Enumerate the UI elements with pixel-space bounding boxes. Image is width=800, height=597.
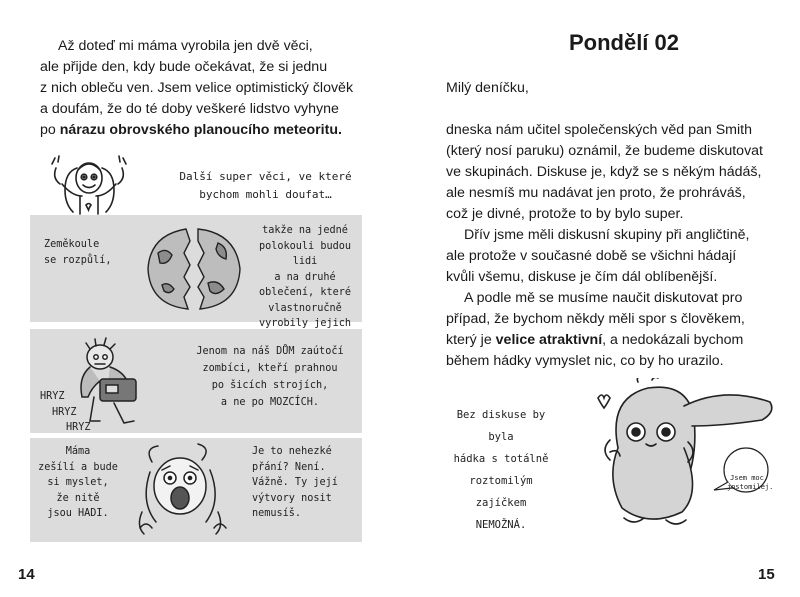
intro-line: Až doteď mi máma vyrobila jen dvě věci, (58, 38, 313, 54)
intro-line: a doufám, že do té doby veškeré lidstvo vyhyne (40, 101, 339, 117)
bunny-illustration (578, 378, 788, 548)
intro-line-last: po nárazu obrovského planoucího meteoritu. (40, 122, 342, 138)
para1-line: což je divné, protože to by bylo super. (446, 206, 684, 222)
para2-line: kvůli všemu, diskuse je čím dál oblíbenější. (446, 269, 718, 285)
para3-line: případ, že bychom někdy měli spor s člověkem, (446, 311, 745, 327)
subheading: Další super věci, ve které bychom mohli doufat… (179, 170, 352, 201)
girl-illustration (42, 150, 137, 220)
right-page (400, 0, 800, 597)
meteorite-phrase: nárazu obrovského planoucího meteoritu. (59, 122, 342, 138)
attractive-phrase: velice atraktivní (495, 332, 603, 348)
comic-panel-mom (30, 438, 362, 542)
comic-panel-earth (30, 215, 362, 329)
diary-title: Pondělí 02 (568, 30, 680, 55)
para3-line-bold: který je velice atraktivní, a nedokázali bychom (446, 332, 744, 348)
comic-panel-zombie (30, 329, 362, 433)
panel2-caption: Jenom na náš DŮM zaútočí zombíci, kteří prahnou po šicích strojích, a ne po MOZCÍCH. (196, 346, 344, 408)
hryz-sound-effects: HRYZ HRYZ HRYZ (40, 391, 91, 433)
panel3-left-caption: Máma zešílí a bude si myslet, že nitě jsou HADI. (38, 446, 118, 519)
para1-line: (který nosí paruku) oznámil, že budeme diskutovat (446, 143, 764, 159)
para3-line: A podle mě se musíme naučit diskutovat pro (464, 290, 743, 306)
para1-line: ve skupinách. Diskuse je, když se s někým hádáš, (446, 164, 762, 180)
page-number-left: 14 (18, 566, 35, 583)
page-number-right: 15 (758, 566, 775, 583)
intro-paragraph (40, 36, 360, 141)
para1-line: ale nesmíš mu nadávat jen proto, že prohráváš, (446, 185, 746, 201)
para2-line: ale protože v současné době se všichni hádají (446, 248, 737, 264)
diary-body (446, 78, 766, 372)
bunny-caption: Bez diskuse by byla hádka s totálně roztomilým zajíčkem NEMOŽNÁ. (453, 409, 549, 531)
panel3-right-caption: Je to nehezké přání? Není. Vážně. Ty její výtvory nosit nemusíš. (252, 446, 338, 519)
panel1-right-caption: takže na jedné polokouli budou lidi a na druhé oblečení, které vlastnoručně vyrobily jejich (258, 225, 351, 329)
para1-line: dneska nám učitel společenských věd pan Smith (446, 122, 752, 138)
para2-line: Dřív jsme měli diskusní skupiny při angličtině, (464, 227, 750, 243)
para3-line: během hádky vymyslet nic, co by ho urazilo. (446, 353, 724, 369)
greeting: Milý deníčku, (446, 80, 529, 96)
bunny-speech-bubble: Jsem moc jostomilej. (727, 474, 774, 491)
panel1-left-caption: Zeměkoule se rozpůlí, (44, 239, 112, 266)
intro-line: ale přijde den, kdy bude očekávat, že si jednu (40, 59, 328, 75)
split-earth-illustration (138, 223, 250, 315)
intro-line: z nich obleču ven. Jsem velice optimistický člověk (40, 80, 354, 96)
screaming-mom-illustration (122, 442, 242, 540)
